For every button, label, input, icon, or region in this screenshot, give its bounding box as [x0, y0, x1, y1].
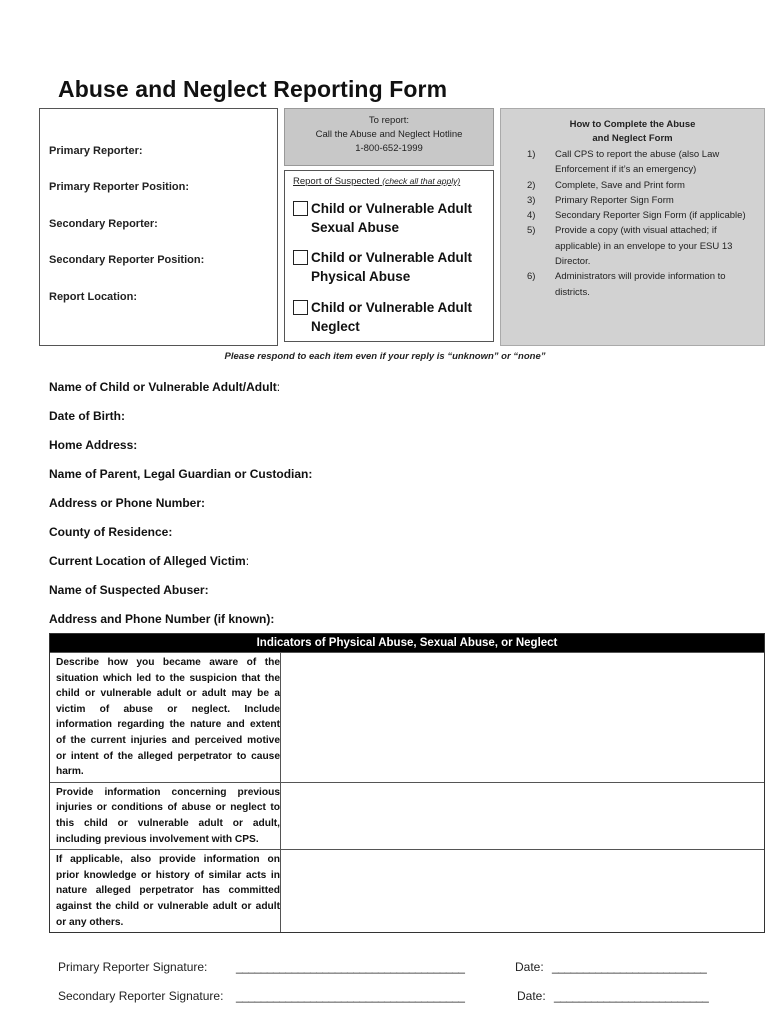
secondary-date-line[interactable]: _________________________	[554, 989, 709, 1003]
report-location-label: Report Location:	[49, 291, 137, 303]
suspected-abuse-box	[284, 170, 494, 342]
dob-field[interactable]: Date of Birth:	[49, 409, 125, 423]
child-name-colon: :	[276, 380, 281, 394]
address-phone-field[interactable]: Address or Phone Number:	[49, 496, 206, 510]
howto-title-line1: How to Complete the Abuse	[569, 119, 696, 130]
option-label-line1: Child or Vulnerable Adult	[311, 250, 473, 265]
howto-step	[527, 147, 757, 178]
current-location-label: Current Location of Alleged Victim	[49, 554, 246, 568]
hotline-line2: Call the Abuse and Neglect Hotline	[315, 129, 463, 140]
step-number: 1)	[527, 149, 536, 160]
indicators-heading: Indicators of Physical Abuse, Sexual Abuse, or Neglect	[50, 634, 764, 652]
indicator-answer-field[interactable]	[281, 653, 764, 782]
step-text: Administrators will provide information to districts.	[555, 271, 726, 298]
primary-signature-line[interactable]: _____________________________________	[236, 960, 465, 974]
option-label-line1: Child or Vulnerable Adult	[311, 300, 473, 315]
step-text: Provide a copy (with visual attached; if applicable) in an envelope to your ESU 13 Director.	[555, 225, 733, 268]
secondary-signature-label: Secondary Reporter Signature:	[58, 989, 224, 1003]
indicator-answer-field[interactable]	[281, 783, 764, 849]
option-label	[311, 248, 472, 286]
howto-step	[527, 269, 757, 300]
howto-steps	[527, 147, 757, 300]
step-text: Secondary Reporter Sign Form (if applicable)	[555, 210, 746, 222]
table-row	[50, 849, 764, 932]
neglect-checkbox[interactable]	[293, 300, 308, 315]
current-location-field[interactable]	[49, 554, 249, 568]
abuser-address-field[interactable]: Address and Phone Number (if known):	[49, 612, 275, 626]
howto-step	[527, 178, 757, 193]
option-label	[311, 298, 472, 336]
primary-date-label: Date:	[515, 960, 544, 974]
indicator-question: If applicable, also provide information on prior knowledge or history of similar acts in nature alleged perpetrator has committed against the child or vulnerable adult or adult or any others.	[50, 850, 281, 932]
howto-step	[527, 193, 757, 208]
howto-title	[501, 118, 764, 146]
current-location-colon: :	[245, 554, 250, 568]
indicators-table	[49, 633, 765, 933]
option-sexual-abuse[interactable]	[293, 199, 472, 237]
howto-step	[527, 208, 757, 223]
indicator-question: Provide information concerning previous injuries or conditions of abuse or neglect to this child or vulnerable adult or adult, including previous involvement with CPS.	[50, 783, 281, 849]
suspected-heading-text: Report of Suspected	[293, 176, 380, 187]
howto-title-line2: and Neglect Form	[592, 133, 673, 144]
option-label-line2: Neglect	[311, 319, 360, 334]
secondary-reporter-position-label: Secondary Reporter Position:	[49, 254, 205, 266]
how-to-complete-box	[500, 108, 765, 346]
home-address-field[interactable]: Home Address:	[49, 438, 138, 452]
step-text: Complete, Save and Print form	[555, 179, 685, 191]
secondary-reporter-label: Secondary Reporter:	[49, 218, 158, 230]
howto-step	[527, 223, 757, 269]
option-label-line1: Child or Vulnerable Adult	[311, 201, 473, 216]
county-field[interactable]: County of Residence:	[49, 525, 173, 539]
respond-note: Please respond to each item even if your reply is “unknown” or “none”	[224, 351, 546, 362]
suspected-heading	[293, 176, 460, 187]
reporter-info-box	[39, 108, 278, 346]
page-title: Abuse and Neglect Reporting Form	[58, 76, 448, 102]
primary-date-line[interactable]: _________________________	[552, 960, 707, 974]
child-name-field[interactable]	[49, 380, 280, 394]
secondary-date-label: Date:	[517, 989, 546, 1003]
option-label-line2: Physical Abuse	[311, 269, 411, 284]
step-number: 6)	[527, 271, 536, 283]
step-text: Call CPS to report the abuse (also Law Enforcement if it’s an emergency)	[555, 149, 720, 176]
option-label-line2: Sexual Abuse	[311, 220, 400, 235]
hotline-phone: 1-800-652-1999	[355, 143, 423, 154]
secondary-signature-line[interactable]: _____________________________________	[236, 989, 465, 1003]
primary-reporter-position-label: Primary Reporter Position:	[49, 181, 189, 193]
option-physical-abuse[interactable]	[293, 248, 472, 286]
primary-signature-label: Primary Reporter Signature:	[58, 960, 208, 974]
table-row	[50, 652, 764, 782]
table-row	[50, 782, 764, 849]
step-text: Primary Reporter Sign Form	[555, 194, 674, 206]
option-neglect[interactable]	[293, 298, 472, 336]
option-label	[311, 199, 472, 237]
indicator-answer-field[interactable]	[281, 850, 764, 932]
primary-reporter-label: Primary Reporter:	[49, 145, 143, 157]
physical-abuse-checkbox[interactable]	[293, 250, 308, 265]
step-number: 3)	[527, 194, 536, 206]
indicator-question: Describe how you became aware of the situation which led to the suspicion that the child or vulnerable adult or adult may be a victim of abuse or neglect. Include information regarding the nature and extent of the current injuries and perceived motive or intent of the alleged perpetrator to cause harm.	[50, 653, 281, 782]
hotline-line1: To report:	[368, 115, 410, 126]
hotline-box	[284, 108, 494, 166]
parent-name-field[interactable]: Name of Parent, Legal Guardian or Custodian:	[49, 467, 313, 481]
abuser-name-field[interactable]: Name of Suspected Abuser:	[49, 583, 209, 597]
step-number: 5)	[527, 225, 536, 237]
suspected-hint: (check all that apply)	[382, 176, 461, 186]
step-number: 2)	[527, 179, 536, 191]
step-number: 4)	[527, 210, 536, 222]
child-name-label: Name of Child or Vulnerable Adult/Adult	[49, 380, 277, 394]
sexual-abuse-checkbox[interactable]	[293, 201, 308, 216]
